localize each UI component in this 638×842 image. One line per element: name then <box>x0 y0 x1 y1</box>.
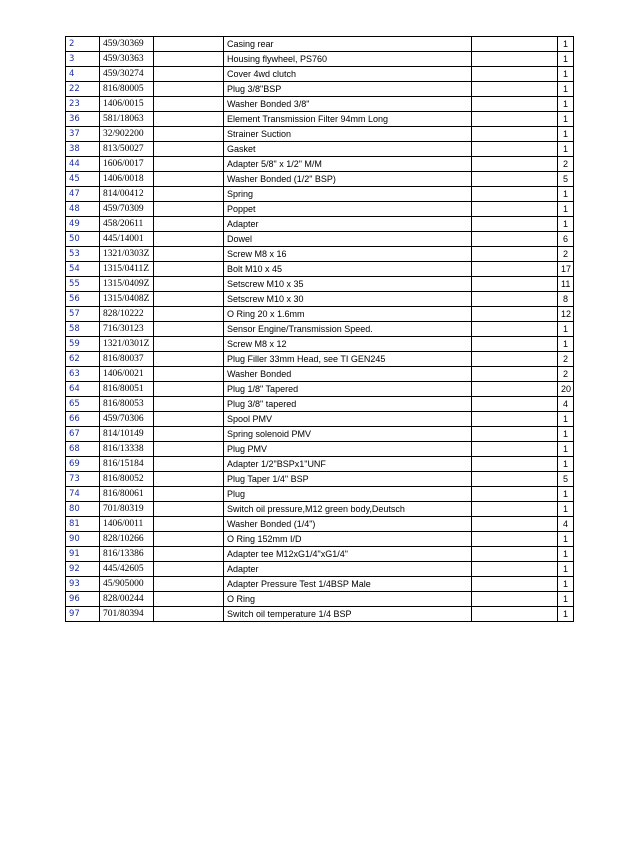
ref-number-cell: 48 <box>66 202 100 217</box>
part-number-cell: 816/13386 <box>100 547 154 562</box>
blank-cell <box>472 172 558 187</box>
description-cell: Spool PMV <box>224 412 472 427</box>
quantity-cell: 17 <box>558 262 574 277</box>
description-cell: Plug 1/8" Tapered <box>224 382 472 397</box>
quantity-cell: 1 <box>558 502 574 517</box>
description-cell: Casing rear <box>224 37 472 52</box>
part-number-cell: 459/30274 <box>100 67 154 82</box>
blank-cell <box>472 292 558 307</box>
blank-cell <box>472 187 558 202</box>
table-row <box>66 202 574 217</box>
parts-list-body <box>66 37 574 622</box>
part-number-cell: 1321/0301Z <box>100 337 154 352</box>
blank-cell <box>472 397 558 412</box>
blank-cell <box>472 547 558 562</box>
quantity-cell: 20 <box>558 382 574 397</box>
blank-cell <box>472 307 558 322</box>
table-row <box>66 577 574 592</box>
part-number-cell: 1406/0015 <box>100 97 154 112</box>
description-cell: Adapter 1/2"BSPx1"UNF <box>224 457 472 472</box>
blank-cell <box>154 532 224 547</box>
description-cell: Washer Bonded <box>224 367 472 382</box>
ref-number-cell: 73 <box>66 472 100 487</box>
blank-cell <box>472 277 558 292</box>
blank-cell <box>472 502 558 517</box>
part-number-cell: 459/30369 <box>100 37 154 52</box>
table-row <box>66 397 574 412</box>
part-number-cell: 1406/0021 <box>100 367 154 382</box>
table-row <box>66 232 574 247</box>
quantity-cell: 1 <box>558 52 574 67</box>
quantity-cell: 1 <box>558 562 574 577</box>
ref-number-cell: 59 <box>66 337 100 352</box>
blank-cell <box>154 502 224 517</box>
description-cell: Plug <box>224 487 472 502</box>
description-cell: Housing flywheel, PS760 <box>224 52 472 67</box>
ref-number-cell: 91 <box>66 547 100 562</box>
description-cell: Gasket <box>224 142 472 157</box>
description-cell: Screw M8 x 16 <box>224 247 472 262</box>
description-cell: Strainer Suction <box>224 127 472 142</box>
description-cell: Washer Bonded (1/4") <box>224 517 472 532</box>
blank-cell <box>472 367 558 382</box>
ref-number-cell: 50 <box>66 232 100 247</box>
ref-number-cell: 96 <box>66 592 100 607</box>
quantity-cell: 1 <box>558 412 574 427</box>
quantity-cell: 1 <box>558 142 574 157</box>
ref-number-cell: 38 <box>66 142 100 157</box>
ref-number-cell: 80 <box>66 502 100 517</box>
table-row <box>66 412 574 427</box>
blank-cell <box>472 37 558 52</box>
description-cell: Dowel <box>224 232 472 247</box>
blank-cell <box>154 292 224 307</box>
blank-cell <box>154 217 224 232</box>
part-number-cell: 1315/0408Z <box>100 292 154 307</box>
table-row <box>66 172 574 187</box>
blank-cell <box>154 232 224 247</box>
blank-cell <box>154 322 224 337</box>
ref-number-cell: 74 <box>66 487 100 502</box>
blank-cell <box>472 127 558 142</box>
part-number-cell: 581/18063 <box>100 112 154 127</box>
part-number-cell: 716/30123 <box>100 322 154 337</box>
part-number-cell: 1406/0018 <box>100 172 154 187</box>
description-cell: Screw M8 x 12 <box>224 337 472 352</box>
ref-number-cell: 68 <box>66 442 100 457</box>
part-number-cell: 816/80037 <box>100 352 154 367</box>
table-row <box>66 607 574 622</box>
table-row <box>66 367 574 382</box>
description-cell: Bolt M10 x 45 <box>224 262 472 277</box>
ref-number-cell: 65 <box>66 397 100 412</box>
description-cell: Element Transmission Filter 94mm Long <box>224 112 472 127</box>
part-number-cell: 458/20611 <box>100 217 154 232</box>
blank-cell <box>154 337 224 352</box>
ref-number-cell: 63 <box>66 367 100 382</box>
blank-cell <box>154 52 224 67</box>
blank-cell <box>472 472 558 487</box>
quantity-cell: 1 <box>558 607 574 622</box>
part-number-cell: 445/42605 <box>100 562 154 577</box>
blank-cell <box>154 97 224 112</box>
blank-cell <box>154 352 224 367</box>
quantity-cell: 1 <box>558 442 574 457</box>
blank-cell <box>472 382 558 397</box>
table-row <box>66 307 574 322</box>
part-number-cell: 816/15184 <box>100 457 154 472</box>
ref-number-cell: 2 <box>66 37 100 52</box>
quantity-cell: 1 <box>558 457 574 472</box>
table-row <box>66 37 574 52</box>
blank-cell <box>472 412 558 427</box>
blank-cell <box>154 277 224 292</box>
blank-cell <box>154 397 224 412</box>
quantity-cell: 2 <box>558 157 574 172</box>
table-row <box>66 292 574 307</box>
description-cell: Adapter 5/8" x 1/2" M/M <box>224 157 472 172</box>
ref-number-cell: 4 <box>66 67 100 82</box>
quantity-cell: 1 <box>558 97 574 112</box>
table-row <box>66 82 574 97</box>
quantity-cell: 1 <box>558 127 574 142</box>
blank-cell <box>154 67 224 82</box>
blank-cell <box>154 127 224 142</box>
quantity-cell: 1 <box>558 37 574 52</box>
blank-cell <box>472 457 558 472</box>
quantity-cell: 5 <box>558 472 574 487</box>
table-row <box>66 262 574 277</box>
description-cell: Plug PMV <box>224 442 472 457</box>
table-row <box>66 217 574 232</box>
description-cell: Spring solenoid PMV <box>224 427 472 442</box>
table-row <box>66 547 574 562</box>
part-number-cell: 813/50027 <box>100 142 154 157</box>
table-row <box>66 487 574 502</box>
quantity-cell: 1 <box>558 67 574 82</box>
table-row <box>66 187 574 202</box>
part-number-cell: 816/80052 <box>100 472 154 487</box>
part-number-cell: 828/10266 <box>100 532 154 547</box>
table-row <box>66 502 574 517</box>
description-cell: Setscrew M10 x 30 <box>224 292 472 307</box>
blank-cell <box>472 52 558 67</box>
table-row <box>66 352 574 367</box>
ref-number-cell: 93 <box>66 577 100 592</box>
quantity-cell: 4 <box>558 517 574 532</box>
part-number-cell: 1315/0409Z <box>100 277 154 292</box>
ref-number-cell: 66 <box>66 412 100 427</box>
description-cell: O Ring 20 x 1.6mm <box>224 307 472 322</box>
blank-cell <box>472 262 558 277</box>
part-number-cell: 816/13338 <box>100 442 154 457</box>
description-cell: Washer Bonded (1/2" BSP) <box>224 172 472 187</box>
ref-number-cell: 57 <box>66 307 100 322</box>
blank-cell <box>472 577 558 592</box>
blank-cell <box>472 442 558 457</box>
blank-cell <box>154 562 224 577</box>
ref-number-cell: 45 <box>66 172 100 187</box>
ref-number-cell: 53 <box>66 247 100 262</box>
table-row <box>66 592 574 607</box>
part-number-cell: 459/70309 <box>100 202 154 217</box>
description-cell: Cover 4wd clutch <box>224 67 472 82</box>
blank-cell <box>154 382 224 397</box>
part-number-cell: 828/00244 <box>100 592 154 607</box>
table-row <box>66 442 574 457</box>
description-cell: Adapter <box>224 562 472 577</box>
description-cell: Adapter <box>224 217 472 232</box>
table-row <box>66 142 574 157</box>
part-number-cell: 701/80319 <box>100 502 154 517</box>
table-row <box>66 517 574 532</box>
blank-cell <box>472 67 558 82</box>
blank-cell <box>154 307 224 322</box>
table-row <box>66 67 574 82</box>
quantity-cell: 12 <box>558 307 574 322</box>
ref-number-cell: 56 <box>66 292 100 307</box>
quantity-cell: 1 <box>558 427 574 442</box>
part-number-cell: 814/10149 <box>100 427 154 442</box>
table-row <box>66 382 574 397</box>
blank-cell <box>472 97 558 112</box>
blank-cell <box>472 487 558 502</box>
blank-cell <box>472 562 558 577</box>
blank-cell <box>472 202 558 217</box>
description-cell: Setscrew M10 x 35 <box>224 277 472 292</box>
blank-cell <box>472 157 558 172</box>
quantity-cell: 1 <box>558 487 574 502</box>
ref-number-cell: 67 <box>66 427 100 442</box>
part-number-cell: 816/80051 <box>100 382 154 397</box>
table-row <box>66 337 574 352</box>
table-row <box>66 532 574 547</box>
quantity-cell: 8 <box>558 292 574 307</box>
part-number-cell: 1606/0017 <box>100 157 154 172</box>
quantity-cell: 6 <box>558 232 574 247</box>
parts-list-table <box>65 36 574 622</box>
quantity-cell: 2 <box>558 247 574 262</box>
quantity-cell: 1 <box>558 187 574 202</box>
blank-cell <box>472 247 558 262</box>
blank-cell <box>154 472 224 487</box>
part-number-cell: 816/80005 <box>100 82 154 97</box>
part-number-cell: 45/905000 <box>100 577 154 592</box>
quantity-cell: 1 <box>558 337 574 352</box>
description-cell: Poppet <box>224 202 472 217</box>
ref-number-cell: 55 <box>66 277 100 292</box>
blank-cell <box>472 112 558 127</box>
blank-cell <box>154 487 224 502</box>
description-cell: O Ring 152mm I/D <box>224 532 472 547</box>
part-number-cell: 814/00412 <box>100 187 154 202</box>
quantity-cell: 4 <box>558 397 574 412</box>
quantity-cell: 1 <box>558 532 574 547</box>
ref-number-cell: 81 <box>66 517 100 532</box>
ref-number-cell: 36 <box>66 112 100 127</box>
blank-cell <box>154 262 224 277</box>
blank-cell <box>154 37 224 52</box>
quantity-cell: 5 <box>558 172 574 187</box>
blank-cell <box>154 412 224 427</box>
description-cell: Sensor Engine/Transmission Speed. <box>224 322 472 337</box>
ref-number-cell: 37 <box>66 127 100 142</box>
part-number-cell: 828/10222 <box>100 307 154 322</box>
blank-cell <box>472 592 558 607</box>
blank-cell <box>472 517 558 532</box>
quantity-cell: 11 <box>558 277 574 292</box>
quantity-cell: 1 <box>558 547 574 562</box>
table-row <box>66 562 574 577</box>
table-row <box>66 97 574 112</box>
part-number-cell: 1406/0011 <box>100 517 154 532</box>
description-cell: Washer Bonded 3/8" <box>224 97 472 112</box>
blank-cell <box>154 187 224 202</box>
blank-cell <box>472 607 558 622</box>
table-row <box>66 127 574 142</box>
table-row <box>66 322 574 337</box>
quantity-cell: 1 <box>558 322 574 337</box>
table-row <box>66 457 574 472</box>
quantity-cell: 1 <box>558 202 574 217</box>
part-number-cell: 701/80394 <box>100 607 154 622</box>
blank-cell <box>154 367 224 382</box>
quantity-cell: 1 <box>558 577 574 592</box>
blank-cell <box>154 142 224 157</box>
ref-number-cell: 92 <box>66 562 100 577</box>
blank-cell <box>154 547 224 562</box>
ref-number-cell: 54 <box>66 262 100 277</box>
blank-cell <box>154 607 224 622</box>
table-row <box>66 277 574 292</box>
quantity-cell: 1 <box>558 592 574 607</box>
description-cell: Adapter Pressure Test 1/4BSP Male <box>224 577 472 592</box>
blank-cell <box>472 532 558 547</box>
blank-cell <box>154 457 224 472</box>
ref-number-cell: 49 <box>66 217 100 232</box>
table-row <box>66 247 574 262</box>
blank-cell <box>472 322 558 337</box>
ref-number-cell: 23 <box>66 97 100 112</box>
blank-cell <box>472 217 558 232</box>
ref-number-cell: 44 <box>66 157 100 172</box>
description-cell: Plug Filler 33mm Head, see TI GEN245 <box>224 352 472 367</box>
quantity-cell: 1 <box>558 217 574 232</box>
blank-cell <box>472 232 558 247</box>
table-row <box>66 427 574 442</box>
ref-number-cell: 62 <box>66 352 100 367</box>
ref-number-cell: 3 <box>66 52 100 67</box>
blank-cell <box>472 352 558 367</box>
ref-number-cell: 22 <box>66 82 100 97</box>
blank-cell <box>154 202 224 217</box>
table-row <box>66 112 574 127</box>
blank-cell <box>154 592 224 607</box>
part-number-cell: 459/70306 <box>100 412 154 427</box>
description-cell: Adapter tee M12xG1/4"xG1/4" <box>224 547 472 562</box>
description-cell: Plug 3/8" tapered <box>224 397 472 412</box>
blank-cell <box>472 427 558 442</box>
blank-cell <box>154 157 224 172</box>
description-cell: O Ring <box>224 592 472 607</box>
part-number-cell: 32/902200 <box>100 127 154 142</box>
quantity-cell: 2 <box>558 352 574 367</box>
ref-number-cell: 47 <box>66 187 100 202</box>
blank-cell <box>154 247 224 262</box>
description-cell: Switch oil temperature 1/4 BSP <box>224 607 472 622</box>
blank-cell <box>154 517 224 532</box>
description-cell: Spring <box>224 187 472 202</box>
ref-number-cell: 69 <box>66 457 100 472</box>
ref-number-cell: 97 <box>66 607 100 622</box>
table-row <box>66 52 574 67</box>
blank-cell <box>472 337 558 352</box>
description-cell: Switch oil pressure,M12 green body,Deutsch <box>224 502 472 517</box>
quantity-cell: 1 <box>558 82 574 97</box>
ref-number-cell: 58 <box>66 322 100 337</box>
quantity-cell: 1 <box>558 112 574 127</box>
table-row <box>66 157 574 172</box>
part-number-cell: 445/14001 <box>100 232 154 247</box>
blank-cell <box>154 172 224 187</box>
blank-cell <box>154 427 224 442</box>
blank-cell <box>154 82 224 97</box>
blank-cell <box>154 577 224 592</box>
part-number-cell: 816/80061 <box>100 487 154 502</box>
description-cell: Plug 3/8"BSP <box>224 82 472 97</box>
part-number-cell: 1321/0303Z <box>100 247 154 262</box>
blank-cell <box>472 142 558 157</box>
description-cell: Plug Taper 1/4" BSP <box>224 472 472 487</box>
blank-cell <box>154 442 224 457</box>
table-row <box>66 472 574 487</box>
blank-cell <box>154 112 224 127</box>
ref-number-cell: 64 <box>66 382 100 397</box>
quantity-cell: 2 <box>558 367 574 382</box>
part-number-cell: 816/80053 <box>100 397 154 412</box>
part-number-cell: 1315/0411Z <box>100 262 154 277</box>
blank-cell <box>472 82 558 97</box>
part-number-cell: 459/30363 <box>100 52 154 67</box>
ref-number-cell: 90 <box>66 532 100 547</box>
